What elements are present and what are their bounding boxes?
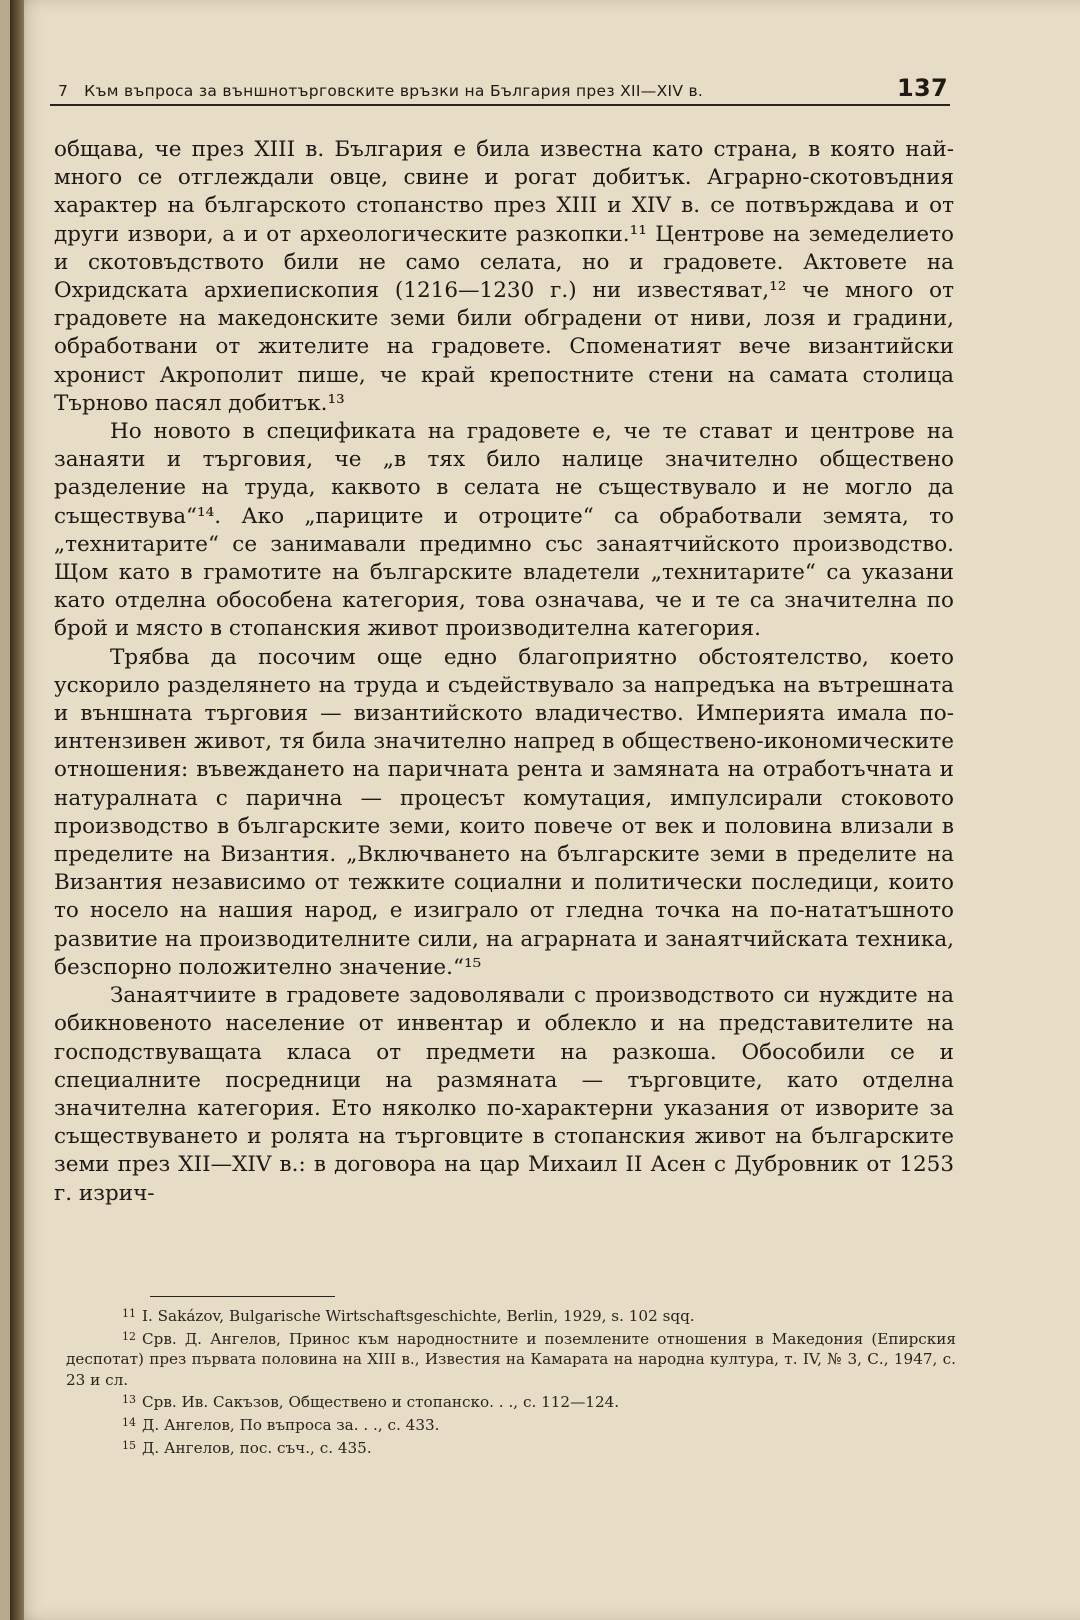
book-page — [10, 0, 1080, 1620]
chapter-number: 7 — [58, 82, 69, 100]
footnote-text: Д. Ангелов, пос. съч., с. 435. — [142, 1438, 372, 1457]
footnote-12 — [66, 1327, 956, 1391]
header-divider — [50, 104, 950, 106]
footnote-number: 15 — [122, 1438, 136, 1452]
footnote-13 — [66, 1390, 956, 1413]
footnote-14 — [66, 1413, 956, 1436]
footnotes — [66, 1304, 956, 1458]
footnote-number: 13 — [122, 1393, 136, 1407]
footnote-text: Д. Ангелов, По въпроса за. . ., с. 433. — [142, 1415, 440, 1434]
footnote-15 — [66, 1436, 956, 1459]
main-text — [54, 136, 954, 1208]
footnote-text: Срв. Ив. Сакъзов, Обществено и стопанско. . ., с. 112—124. — [142, 1393, 620, 1412]
paragraph-3: Трябва да посочим още едно благоприятно обстоятелство, което ускорило разделянето на труда и съдействувало за напредъка на вътрешната и външната търговия — византийското владичество. Империята имала по-интензивен живот, тя била значително напред в обществено-икономическите отношения: въвеждането на паричната рента и замяната на отработъчната и натуралната с парична — процесът комутация, импулсирали стоковото производство в българските земи, които повече от век и половина влизали в пределите на Византия. „Включването на българските земи в пределите на Византия независимо от тежките социални и политически последици, които то носело на нашия народ, е изиграло от гледна точка на по-нататъшното развитие на производителните сили, на аграрната и занаятчийската техника, безспорно положително значение.“¹⁵ — [54, 644, 954, 980]
footnote-text: I. Sakázov, Bulgarische Wirtschaftsgeschichte, Berlin, 1929, s. 102 sqq. — [142, 1307, 695, 1325]
paragraph-2: Но новото в спецификата на градовете е, че те стават и центрове на занаяти и търговия, че „в тях било налице значително обществено разделение на труда, каквото в селата не съществувало и не могло да съществува“¹⁴. Ако „париците и отроците“ са обработвали земята, то „технитарите“ се занимавали предимно със занаятчийското производство. Щом като в грамотите на българските владетели „технитарите“ са указани като отделна обособена категория, това означава, че и те са значителна по брой и място в стопанския живот производителна категория. — [54, 419, 954, 642]
footnote-number: 11 — [122, 1307, 136, 1320]
footnote-divider — [150, 1296, 335, 1297]
footnote-11 — [66, 1304, 956, 1327]
footnote-number: 14 — [122, 1415, 136, 1429]
paragraph-4: Занаятчиите в градовете задоволявали с производството си нуждите на обикновеното население от инвентар и облекло и на представителите на господствуващата класа от предмети на разкоша. Обособили се и специалните посредници на размяната — търговците, като отделна значителна категория. Ето няколко по-характерни указания от изворите за съществуването и ролята на търговците в стопанския живот на българските земи през XII—XIV в.: в договора на цар Михаил II Асен с Дубровник от 1253 г. изрич- — [54, 983, 954, 1206]
footnote-text: Срв. Д. Ангелов, Принос към народностните и поземлените отношения в Македония (Епирския деспотат) през първата половина на XIII в., Известия на Камарата на народна култура, т. IV, № 3, С., 1947, с. 23 и сл. — [66, 1329, 956, 1389]
page-number: 137 — [897, 74, 948, 102]
paragraph-1: общава, че през XIII в. България е била известна като страна, в която най-много се отглеждали овце, свине и рогат добитък. Аграрно-скотовъдния характер на българското стопанство през XIII и XIV в. се потвърждава и от други извори, а и от археологическите разкопки.¹¹ Центрове на земеделието и скотовъдството били не само селата, но и градовете. Актовете на Охридската архиепископия (1216—1230 г.) ни известяват,¹² че много от градовете на македонските земи били обградени от ниви, лозя и градини, обработвани от жителите на градовете. Споменатият вече византийски хронист Акрополит пише, че край крепостните стени на самата столица Търново пасял добитък.¹³ — [54, 137, 954, 416]
running-title: Към въпроса за външнотърговските връзки на България през XII—XIV в. — [84, 82, 704, 100]
running-header — [58, 74, 948, 102]
footnote-number: 12 — [122, 1329, 136, 1343]
book-spine-shadow — [10, 0, 24, 1620]
